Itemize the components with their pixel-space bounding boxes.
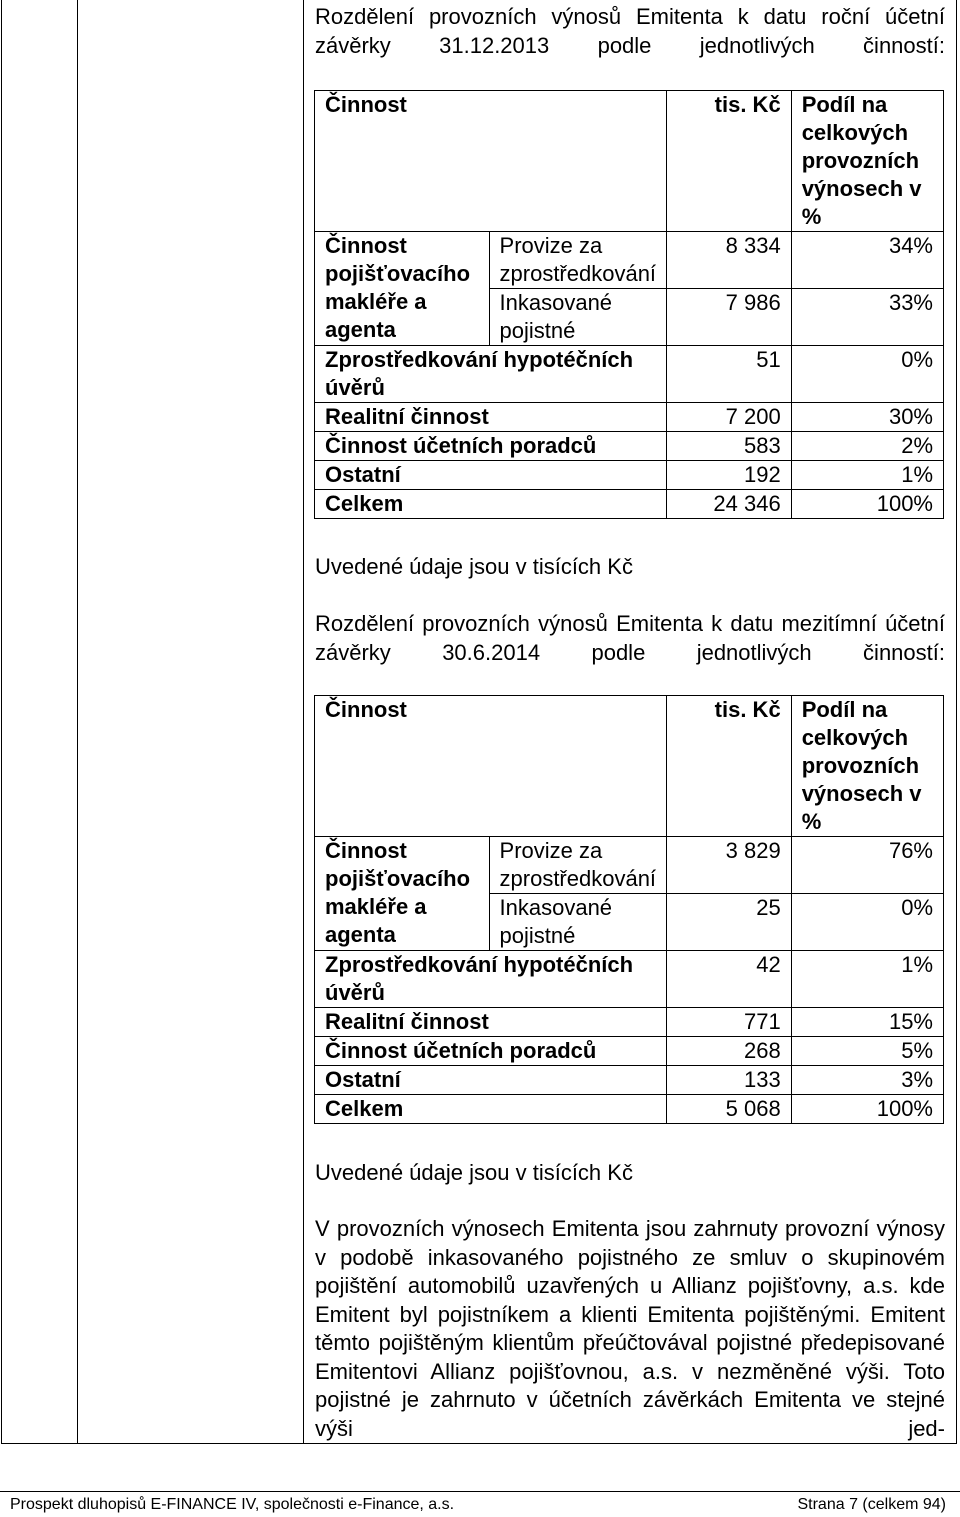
row-share: 100% [791, 490, 943, 519]
row-amount: 7 986 [667, 289, 792, 346]
table-row [315, 837, 944, 894]
row-amount: 583 [667, 432, 792, 461]
row-amount: 42 [667, 951, 792, 1008]
footer-left: Prospekt dluhopisů E-FINANCE IV, společnosti e-Finance, a.s. [10, 1496, 455, 1513]
table-row [315, 346, 944, 403]
row-share: 5% [791, 1037, 943, 1066]
row-label: Zprostředkování hypotéčních úvěrů [315, 346, 667, 403]
row-share: 15% [791, 1008, 943, 1037]
section1-note: Uvedené údaje jsou v tisících Kč [315, 554, 633, 579]
row-share: 33% [791, 289, 943, 346]
header-activity: Činnost [315, 696, 667, 837]
row-label: Inkasované pojistné [489, 894, 667, 951]
row-share: 76% [791, 837, 943, 894]
row-label: Celkem [315, 1095, 667, 1124]
section1-intro: Rozdělení provozních výnosů Emitenta k datu roční účetní závěrky 31.12.2013 podle jednotlivých činností: [315, 4, 945, 58]
row-amount: 3 829 [667, 837, 792, 894]
header-amount: tis. Kč [667, 91, 792, 232]
group-label: Činnost pojišťovacího makléře a agenta [315, 232, 490, 346]
row-label: Zprostředkování hypotéčních úvěrů [315, 951, 667, 1008]
footer-page-number: Strana 7 (celkem 94) [797, 1496, 946, 1513]
row-share: 30% [791, 403, 943, 432]
section2-note: Uvedené údaje jsou v tisících Kč [315, 1160, 633, 1185]
row-label: Celkem [315, 490, 667, 519]
row-label: Ostatní [315, 1066, 667, 1095]
table-row-total [315, 490, 944, 519]
row-amount: 24 346 [667, 490, 792, 519]
row-amount: 133 [667, 1066, 792, 1095]
row-amount: 5 068 [667, 1095, 792, 1124]
body-paragraph: V provozních výnosech Emitenta jsou zahrnuty provozní výnosy v podobě inkasovaného pojistného ze smluv o skupinovém pojištění automobilů uzavřených u Allianz pojišťovny, a.s. kde Emitent byl pojistníkem a klienti Emitenta pojištěnými. Emitent těmto pojištěným klientům přeúčtovával pojistné předepisované Emitentovi Allianz pojišťovnou, a.s. v nezměněné výši. Toto pojistné je zahrnuto v účetních závěrkách Emitenta ve stejné výši jed- [315, 1216, 945, 1441]
section2-intro: Rozdělení provozních výnosů Emitenta k datu mezitímní účetní závěrky 30.6.2014 podle jednotlivých činností: [315, 611, 945, 665]
row-label: Realitní činnost [315, 1008, 667, 1037]
header-share: Podíl na celkových provozních výnosech v % [791, 696, 943, 837]
section2-table [314, 695, 944, 1124]
row-share: 0% [791, 346, 943, 403]
table-row [315, 1008, 944, 1037]
row-share: 34% [791, 232, 943, 289]
row-amount: 771 [667, 1008, 792, 1037]
row-label: Provize za zprostředkování [489, 232, 667, 289]
row-share: 1% [791, 461, 943, 490]
row-amount: 8 334 [667, 232, 792, 289]
header-share: Podíl na celkových provozních výnosech v % [791, 91, 943, 232]
row-label: Ostatní [315, 461, 667, 490]
row-amount: 7 200 [667, 403, 792, 432]
table-row [315, 403, 944, 432]
row-amount: 192 [667, 461, 792, 490]
table-row [315, 951, 944, 1008]
row-share: 1% [791, 951, 943, 1008]
table-row-total [315, 1095, 944, 1124]
section1-table [314, 90, 944, 519]
group-label: Činnost pojišťovacího makléře a agenta [315, 837, 490, 951]
row-amount: 51 [667, 346, 792, 403]
row-share: 2% [791, 432, 943, 461]
header-activity: Činnost [315, 91, 667, 232]
row-amount: 268 [667, 1037, 792, 1066]
table-row [315, 1066, 944, 1095]
footer-divider [0, 1491, 960, 1492]
row-share: 3% [791, 1066, 943, 1095]
table-row [315, 432, 944, 461]
row-label: Činnost účetních poradců [315, 432, 667, 461]
table-row [315, 232, 944, 289]
column-divider-left [77, 0, 78, 1444]
row-label: Realitní činnost [315, 403, 667, 432]
table-row [315, 1037, 944, 1066]
table-header-row [315, 91, 944, 232]
row-label: Činnost účetních poradců [315, 1037, 667, 1066]
table-row [315, 461, 944, 490]
header-amount: tis. Kč [667, 696, 792, 837]
row-label: Inkasované pojistné [489, 289, 667, 346]
row-amount: 25 [667, 894, 792, 951]
row-share: 0% [791, 894, 943, 951]
table-header-row [315, 696, 944, 837]
row-share: 100% [791, 1095, 943, 1124]
row-label: Provize za zprostředkování [489, 837, 667, 894]
column-divider-right [303, 0, 304, 1444]
